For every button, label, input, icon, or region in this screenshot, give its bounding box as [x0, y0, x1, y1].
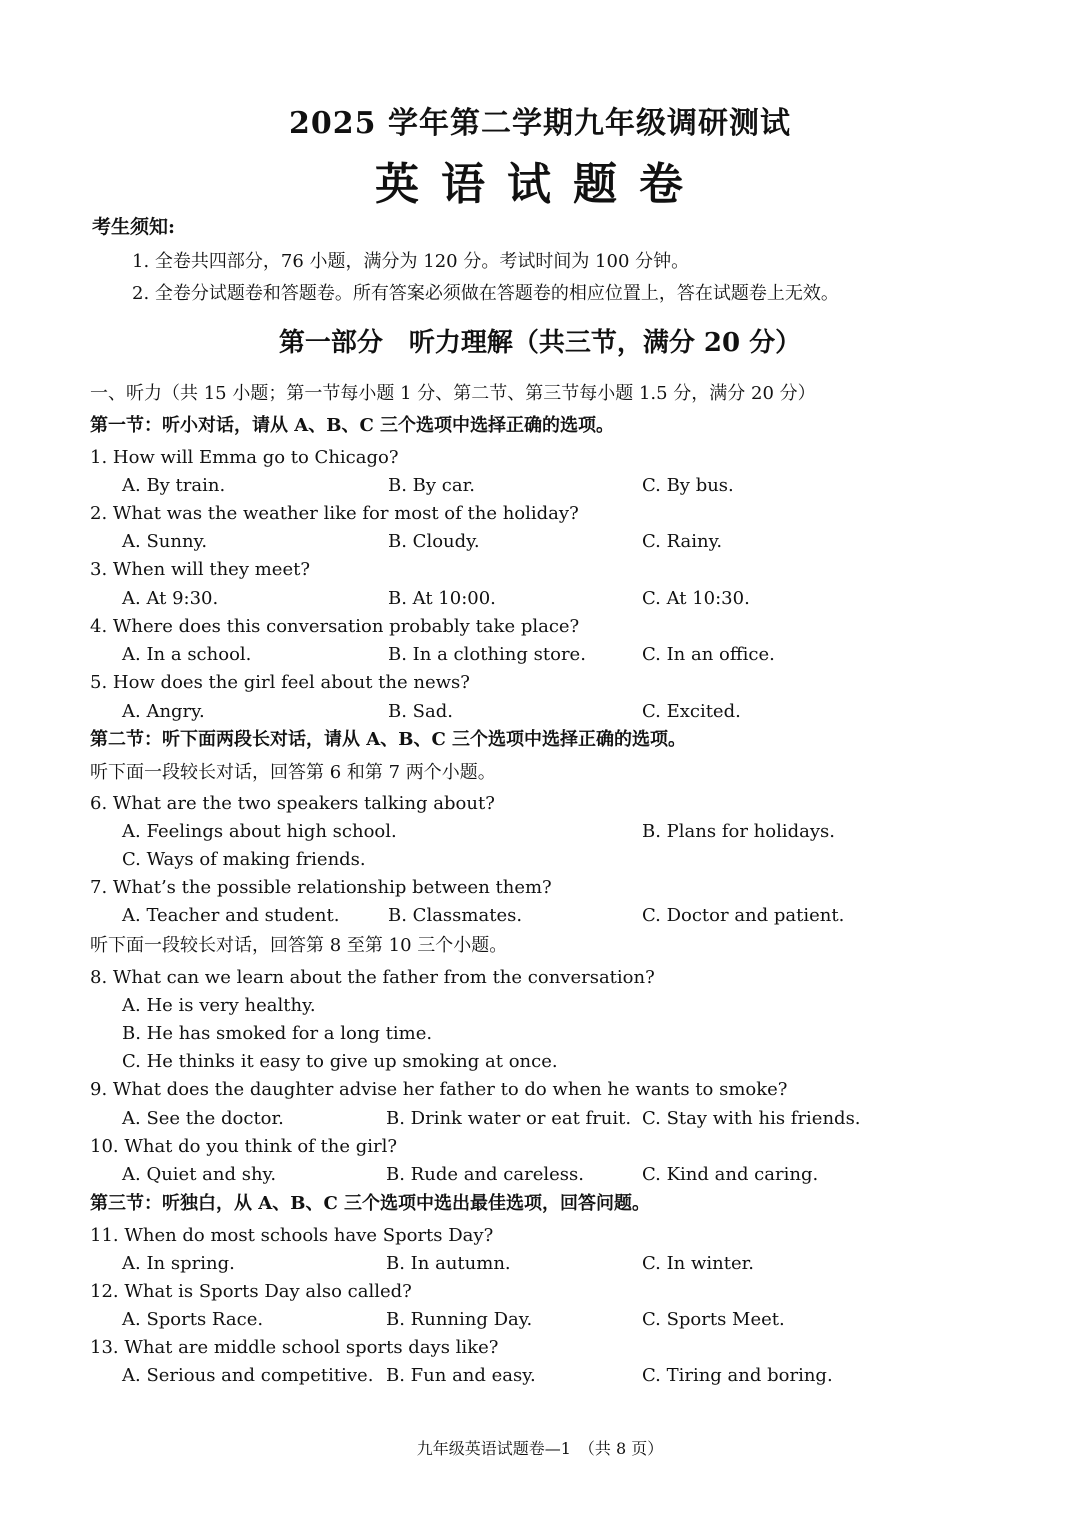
question-text: 13. What are middle school sports days like?	[90, 1337, 499, 1358]
option-c: C. Tiring and boring.	[642, 1365, 833, 1386]
option-b: B. Rude and careless.	[386, 1164, 584, 1185]
option-a: A. In a school.	[122, 644, 252, 665]
option-c: C. In winter.	[642, 1253, 754, 1274]
option-b: B. By car.	[388, 475, 475, 496]
option-b: B. At 10:00.	[388, 588, 496, 609]
option-a: A. In spring.	[122, 1253, 235, 1274]
option-c: C. Sports Meet.	[642, 1309, 785, 1330]
exam-subtitle: 英语试题卷	[375, 159, 705, 210]
question-text: 9. What does the daughter advise her father to do when he wants to smoke?	[90, 1079, 788, 1100]
option-a: A. Serious and competitive.	[122, 1365, 374, 1386]
option-c: C. By bus.	[642, 475, 734, 496]
exam-title: 2025 学年第二学期九年级调研测试	[289, 106, 791, 141]
option-a: A. Teacher and student.	[122, 905, 340, 926]
dialog-instruction: 听下面一段较长对话，回答第 6 和第 7 两个小题。	[90, 762, 496, 783]
question-text: 3. When will they meet?	[90, 559, 310, 580]
section-heading: 第三节：听独白，从 A、B、C 三个选项中选出最佳选项，回答问题。	[90, 1193, 651, 1214]
dialog-instruction: 听下面一段较长对话，回答第 8 至第 10 三个小题。	[90, 935, 508, 956]
question-text: 1. How will Emma go to Chicago?	[90, 447, 399, 468]
option-b: B. Drink water or eat fruit.	[386, 1108, 632, 1129]
option-a: A. Sports Race.	[122, 1309, 264, 1330]
option-a: A. At 9:30.	[122, 588, 219, 609]
notice-item: 2. 全卷分试题卷和答题卷。所有答案必须做在答题卷的相应位置上，答在试题卷上无效。	[132, 283, 839, 304]
notice-heading: 考生须知:	[92, 216, 176, 238]
section-heading: 第一节：听小对话，请从 A、B、C 三个选项中选择正确的选项。	[90, 415, 615, 436]
option-b: B. In a clothing store.	[388, 644, 586, 665]
question-text: 11. When do most schools have Sports Day?	[90, 1225, 494, 1246]
question-text: 7. What’s the possible relationship between them?	[90, 877, 552, 898]
question-text: 6. What are the two speakers talking about?	[90, 793, 495, 814]
option-c: C. Rainy.	[642, 531, 723, 552]
option-c: C. In an office.	[642, 644, 775, 665]
option-b: B. In autumn.	[386, 1253, 511, 1274]
option-a: A. He is very healthy.	[122, 995, 316, 1016]
option-a: A. Feelings about high school.	[122, 821, 397, 842]
option-c: C. Kind and caring.	[642, 1164, 819, 1185]
option-b: B. Cloudy.	[388, 531, 480, 552]
option-b: B. Sad.	[388, 701, 453, 722]
section-heading: 第二节：听下面两段长对话，请从 A、B、C 三个选项中选择正确的选项。	[90, 729, 687, 750]
option-b: B. Classmates.	[388, 905, 523, 926]
option-a: A. Angry.	[122, 701, 205, 722]
option-c: C. Ways of making friends.	[122, 849, 366, 870]
option-c: C. Doctor and patient.	[642, 905, 845, 926]
option-a: A. See the doctor.	[122, 1108, 284, 1129]
question-text: 10. What do you think of the girl?	[90, 1136, 398, 1157]
question-text: 8. What can we learn about the father from the conversation?	[90, 967, 655, 988]
option-c: C. At 10:30.	[642, 588, 750, 609]
notice-item: 1. 全卷共四部分，76 小题，满分为 120 分。考试时间为 100 分钟。	[132, 251, 690, 272]
question-text: 4. Where does this conversation probably take place?	[90, 616, 580, 637]
option-b: B. Fun and easy.	[386, 1365, 536, 1386]
option-b: B. He has smoked for a long time.	[122, 1023, 433, 1044]
listening-intro: 一、听力（共 15 小题；第一节每小题 1 分、第二节、第三节每小题 1.5 分，满分 20 分）	[90, 383, 816, 404]
option-a: A. By train.	[122, 475, 226, 496]
question-text: 12. What is Sports Day also called?	[90, 1281, 412, 1302]
question-text: 2. What was the weather like for most of the holiday?	[90, 503, 579, 524]
part-title: 第一部分 听力理解（共三节，满分 20 分）	[278, 328, 802, 358]
option-c: C. He thinks it easy to give up smoking at once.	[122, 1051, 558, 1072]
option-c: C. Stay with his friends.	[642, 1108, 861, 1129]
page-footer: 九年级英语试题卷—1 （共 8 页）	[416, 1439, 664, 1458]
option-b: B. Running Day.	[386, 1309, 533, 1330]
option-a: A. Sunny.	[122, 531, 208, 552]
option-b: B. Plans for holidays.	[642, 821, 835, 842]
option-c: C. Excited.	[642, 701, 741, 722]
option-a: A. Quiet and shy.	[122, 1164, 277, 1185]
question-text: 5. How does the girl feel about the news?	[90, 672, 470, 693]
